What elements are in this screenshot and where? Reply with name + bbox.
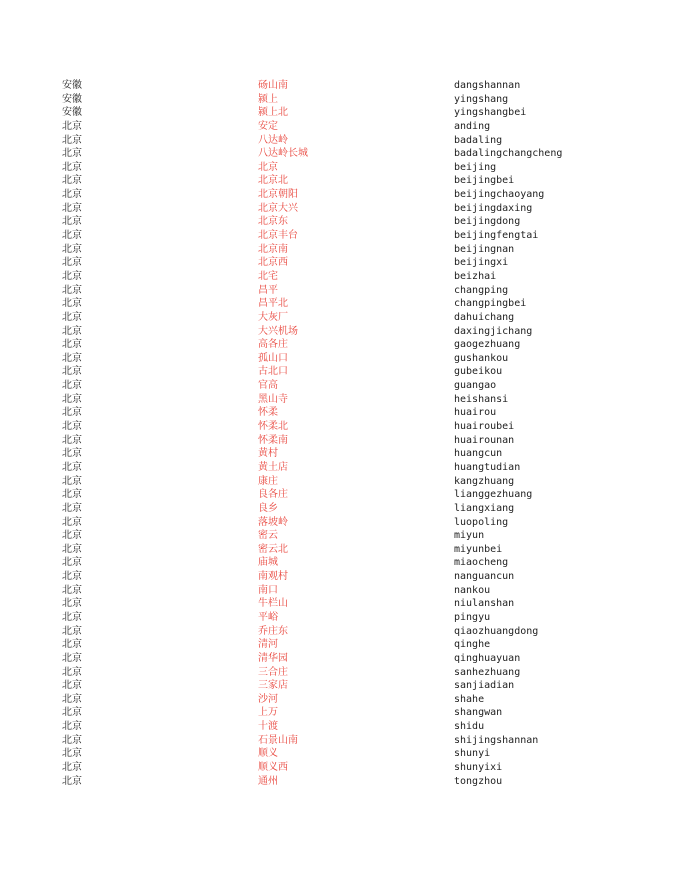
province-cell: 北京 [62, 393, 82, 405]
table-row [0, 516, 680, 530]
pinyin-cell: huangcun [454, 448, 503, 460]
station-name-cell: 颍上 [258, 93, 278, 105]
pinyin-cell: yingshangbei [454, 107, 527, 119]
province-cell: 北京 [62, 161, 82, 173]
pinyin-cell: kangzhuang [454, 475, 515, 487]
station-name-cell: 北京东 [258, 216, 288, 228]
pinyin-cell: beijingfengtai [454, 230, 539, 242]
table-row [0, 666, 680, 680]
table-row [0, 379, 680, 393]
table-row [0, 502, 680, 516]
pinyin-cell: changping [454, 284, 509, 296]
pinyin-cell: qinghuayuan [454, 652, 521, 664]
station-name-cell: 石景山南 [258, 734, 298, 746]
pinyin-cell: badalingchangcheng [454, 148, 563, 160]
table-row [0, 543, 680, 557]
table-row [0, 270, 680, 284]
station-name-cell: 八达岭长城 [258, 148, 308, 160]
table-row [0, 120, 680, 134]
pinyin-cell: miaocheng [454, 557, 509, 569]
table-row [0, 693, 680, 707]
province-cell: 北京 [62, 175, 82, 187]
table-row [0, 570, 680, 584]
station-name-cell: 黄村 [258, 448, 278, 460]
table-row [0, 188, 680, 202]
station-name-cell: 良乡 [258, 502, 278, 514]
table-row [0, 79, 680, 93]
table-row [0, 284, 680, 298]
province-cell: 北京 [62, 762, 82, 774]
province-cell: 北京 [62, 693, 82, 705]
pinyin-cell: shijingshannan [454, 734, 539, 746]
station-name-cell: 大兴机场 [258, 325, 298, 337]
station-name-cell: 北京大兴 [258, 202, 298, 214]
pinyin-cell: nankou [454, 584, 491, 596]
province-cell: 北京 [62, 434, 82, 446]
table-row [0, 475, 680, 489]
table-row [0, 352, 680, 366]
station-name-cell: 密云北 [258, 543, 288, 555]
province-cell: 北京 [62, 475, 82, 487]
table-row [0, 311, 680, 325]
pinyin-cell: beijingdaxing [454, 202, 533, 214]
station-name-cell: 顺义西 [258, 762, 288, 774]
pinyin-cell: daxingjichang [454, 325, 533, 337]
station-name-cell: 沙河 [258, 693, 278, 705]
pinyin-cell: huairounan [454, 434, 515, 446]
station-name-cell: 牛栏山 [258, 598, 288, 610]
province-cell: 北京 [62, 666, 82, 678]
province-cell: 北京 [62, 611, 82, 623]
station-name-cell: 黑山寺 [258, 393, 288, 405]
pinyin-cell: shidu [454, 721, 485, 733]
station-name-cell: 上万 [258, 707, 278, 719]
province-cell: 北京 [62, 257, 82, 269]
province-cell: 北京 [62, 707, 82, 719]
station-table [0, 79, 680, 788]
province-cell: 北京 [62, 189, 82, 201]
station-name-cell: 孤山口 [258, 352, 288, 364]
station-name-cell: 乔庄东 [258, 625, 288, 637]
province-cell: 北京 [62, 339, 82, 351]
pinyin-cell: huairou [454, 407, 497, 419]
table-row [0, 761, 680, 775]
pinyin-cell: sanhezhuang [454, 666, 521, 678]
table-row [0, 393, 680, 407]
table-row [0, 447, 680, 461]
pinyin-cell: heishansi [454, 393, 509, 405]
province-cell: 北京 [62, 298, 82, 310]
province-cell: 北京 [62, 120, 82, 132]
pinyin-cell: qinghe [454, 639, 491, 651]
province-cell: 北京 [62, 530, 82, 542]
province-cell: 北京 [62, 748, 82, 760]
station-name-cell: 三合庄 [258, 666, 288, 678]
province-cell: 北京 [62, 639, 82, 651]
province-cell: 北京 [62, 366, 82, 378]
table-row [0, 297, 680, 311]
station-name-cell: 昌平北 [258, 298, 288, 310]
province-cell: 北京 [62, 584, 82, 596]
station-name-cell: 高各庄 [258, 339, 288, 351]
table-row [0, 706, 680, 720]
station-name-cell: 南观村 [258, 571, 288, 583]
pinyin-cell: changpingbei [454, 298, 527, 310]
station-name-cell: 北京 [258, 161, 278, 173]
province-cell: 北京 [62, 148, 82, 160]
pinyin-cell: gushankou [454, 352, 509, 364]
pinyin-cell: shunyixi [454, 762, 503, 774]
pinyin-cell: yingshang [454, 93, 509, 105]
station-name-cell: 砀山南 [258, 80, 288, 91]
station-name-cell: 清河 [258, 639, 278, 651]
pinyin-cell: niulanshan [454, 598, 515, 610]
station-name-cell: 北京北 [258, 175, 288, 187]
station-name-cell: 安定 [258, 120, 278, 132]
pinyin-cell: nanguancun [454, 571, 515, 583]
table-row [0, 93, 680, 107]
pinyin-cell: dahuichang [454, 311, 515, 323]
table-row [0, 106, 680, 120]
station-name-cell: 昌平 [258, 284, 278, 296]
station-name-cell: 怀柔北 [258, 421, 288, 433]
station-name-cell: 北京朝阳 [258, 189, 298, 201]
province-cell: 北京 [62, 134, 82, 146]
table-row [0, 202, 680, 216]
pinyin-cell: shunyi [454, 748, 491, 760]
pinyin-cell: gubeikou [454, 366, 503, 378]
province-cell: 北京 [62, 230, 82, 242]
station-name-cell: 南口 [258, 584, 278, 596]
station-name-cell: 怀柔南 [258, 434, 288, 446]
table-row [0, 584, 680, 598]
province-cell: 北京 [62, 775, 82, 787]
province-cell: 北京 [62, 557, 82, 569]
table-row [0, 147, 680, 161]
province-cell: 安徽 [62, 80, 82, 91]
table-row [0, 597, 680, 611]
province-cell: 北京 [62, 571, 82, 583]
pinyin-cell: anding [454, 120, 491, 132]
station-name-cell: 八达岭 [258, 134, 288, 146]
station-name-cell: 古北口 [258, 366, 288, 378]
station-name-cell: 黄土店 [258, 461, 288, 473]
table-row [0, 529, 680, 543]
table-row [0, 365, 680, 379]
pinyin-cell: liangxiang [454, 502, 515, 514]
pinyin-cell: beijingdong [454, 216, 521, 228]
station-name-cell: 北京南 [258, 243, 288, 255]
station-name-cell: 颍上北 [258, 107, 288, 119]
station-name-cell: 官高 [258, 380, 278, 392]
station-name-cell: 顺义 [258, 748, 278, 760]
pinyin-cell: gaogezhuang [454, 339, 521, 351]
pinyin-cell: beijingchaoyang [454, 189, 545, 201]
pinyin-cell: beijingnan [454, 243, 515, 255]
province-cell: 北京 [62, 243, 82, 255]
pinyin-cell: dangshannan [454, 80, 521, 91]
pinyin-cell: beijingxi [454, 257, 509, 269]
pinyin-cell: qiaozhuangdong [454, 625, 539, 637]
station-name-cell: 密云 [258, 530, 278, 542]
province-cell: 北京 [62, 461, 82, 473]
station-name-cell: 十渡 [258, 721, 278, 733]
pinyin-cell: tongzhou [454, 775, 503, 787]
pinyin-cell: lianggezhuang [454, 489, 533, 501]
province-cell: 北京 [62, 680, 82, 692]
station-name-cell: 清华园 [258, 652, 288, 664]
pinyin-cell: guangao [454, 380, 497, 392]
station-name-cell: 庙城 [258, 557, 278, 569]
province-cell: 北京 [62, 516, 82, 528]
pinyin-cell: beijing [454, 161, 497, 173]
province-cell: 北京 [62, 270, 82, 282]
table-row [0, 652, 680, 666]
table-row [0, 229, 680, 243]
province-cell: 北京 [62, 421, 82, 433]
province-cell: 北京 [62, 202, 82, 214]
table-row [0, 638, 680, 652]
province-cell: 北京 [62, 652, 82, 664]
province-cell: 北京 [62, 311, 82, 323]
table-row [0, 174, 680, 188]
table-row [0, 556, 680, 570]
province-cell: 北京 [62, 325, 82, 337]
province-cell: 北京 [62, 407, 82, 419]
province-cell: 北京 [62, 216, 82, 228]
table-row [0, 325, 680, 339]
pinyin-cell: miyunbei [454, 543, 503, 555]
table-row [0, 215, 680, 229]
table-row [0, 420, 680, 434]
province-cell: 安徽 [62, 107, 82, 119]
table-row [0, 134, 680, 148]
station-name-cell: 通州 [258, 775, 278, 787]
province-cell: 安徽 [62, 93, 82, 105]
pinyin-cell: huangtudian [454, 461, 521, 473]
table-row [0, 243, 680, 257]
station-name-cell: 平峪 [258, 611, 278, 623]
table-row [0, 625, 680, 639]
station-name-cell: 北京丰台 [258, 230, 298, 242]
table-row [0, 720, 680, 734]
pinyin-cell: badaling [454, 134, 503, 146]
table-row [0, 338, 680, 352]
table-row [0, 679, 680, 693]
table-row [0, 775, 680, 789]
station-name-cell: 良各庄 [258, 489, 288, 501]
pinyin-cell: beijingbei [454, 175, 515, 187]
station-name-cell: 北京西 [258, 257, 288, 269]
pinyin-cell: huairoubei [454, 421, 515, 433]
pinyin-cell: shangwan [454, 707, 503, 719]
station-name-cell: 落坡岭 [258, 516, 288, 528]
station-name-cell: 三家店 [258, 680, 288, 692]
table-row [0, 747, 680, 761]
province-cell: 北京 [62, 380, 82, 392]
table-row [0, 461, 680, 475]
province-cell: 北京 [62, 284, 82, 296]
province-cell: 北京 [62, 734, 82, 746]
station-name-cell: 北宅 [258, 270, 278, 282]
pinyin-cell: sanjiadian [454, 680, 515, 692]
station-name-cell: 康庄 [258, 475, 278, 487]
pinyin-cell: beizhai [454, 270, 497, 282]
pinyin-cell: luopoling [454, 516, 509, 528]
province-cell: 北京 [62, 489, 82, 501]
table-row [0, 406, 680, 420]
table-row [0, 161, 680, 175]
table-row [0, 256, 680, 270]
station-name-cell: 怀柔 [258, 407, 278, 419]
table-row [0, 611, 680, 625]
province-cell: 北京 [62, 543, 82, 555]
table-row [0, 734, 680, 748]
province-cell: 北京 [62, 598, 82, 610]
province-cell: 北京 [62, 448, 82, 460]
table-row [0, 434, 680, 448]
station-name-cell: 大灰厂 [258, 311, 288, 323]
province-cell: 北京 [62, 352, 82, 364]
province-cell: 北京 [62, 502, 82, 514]
table-row [0, 488, 680, 502]
province-cell: 北京 [62, 721, 82, 733]
pinyin-cell: shahe [454, 693, 485, 705]
province-cell: 北京 [62, 625, 82, 637]
pinyin-cell: pingyu [454, 611, 491, 623]
pinyin-cell: miyun [454, 530, 485, 542]
